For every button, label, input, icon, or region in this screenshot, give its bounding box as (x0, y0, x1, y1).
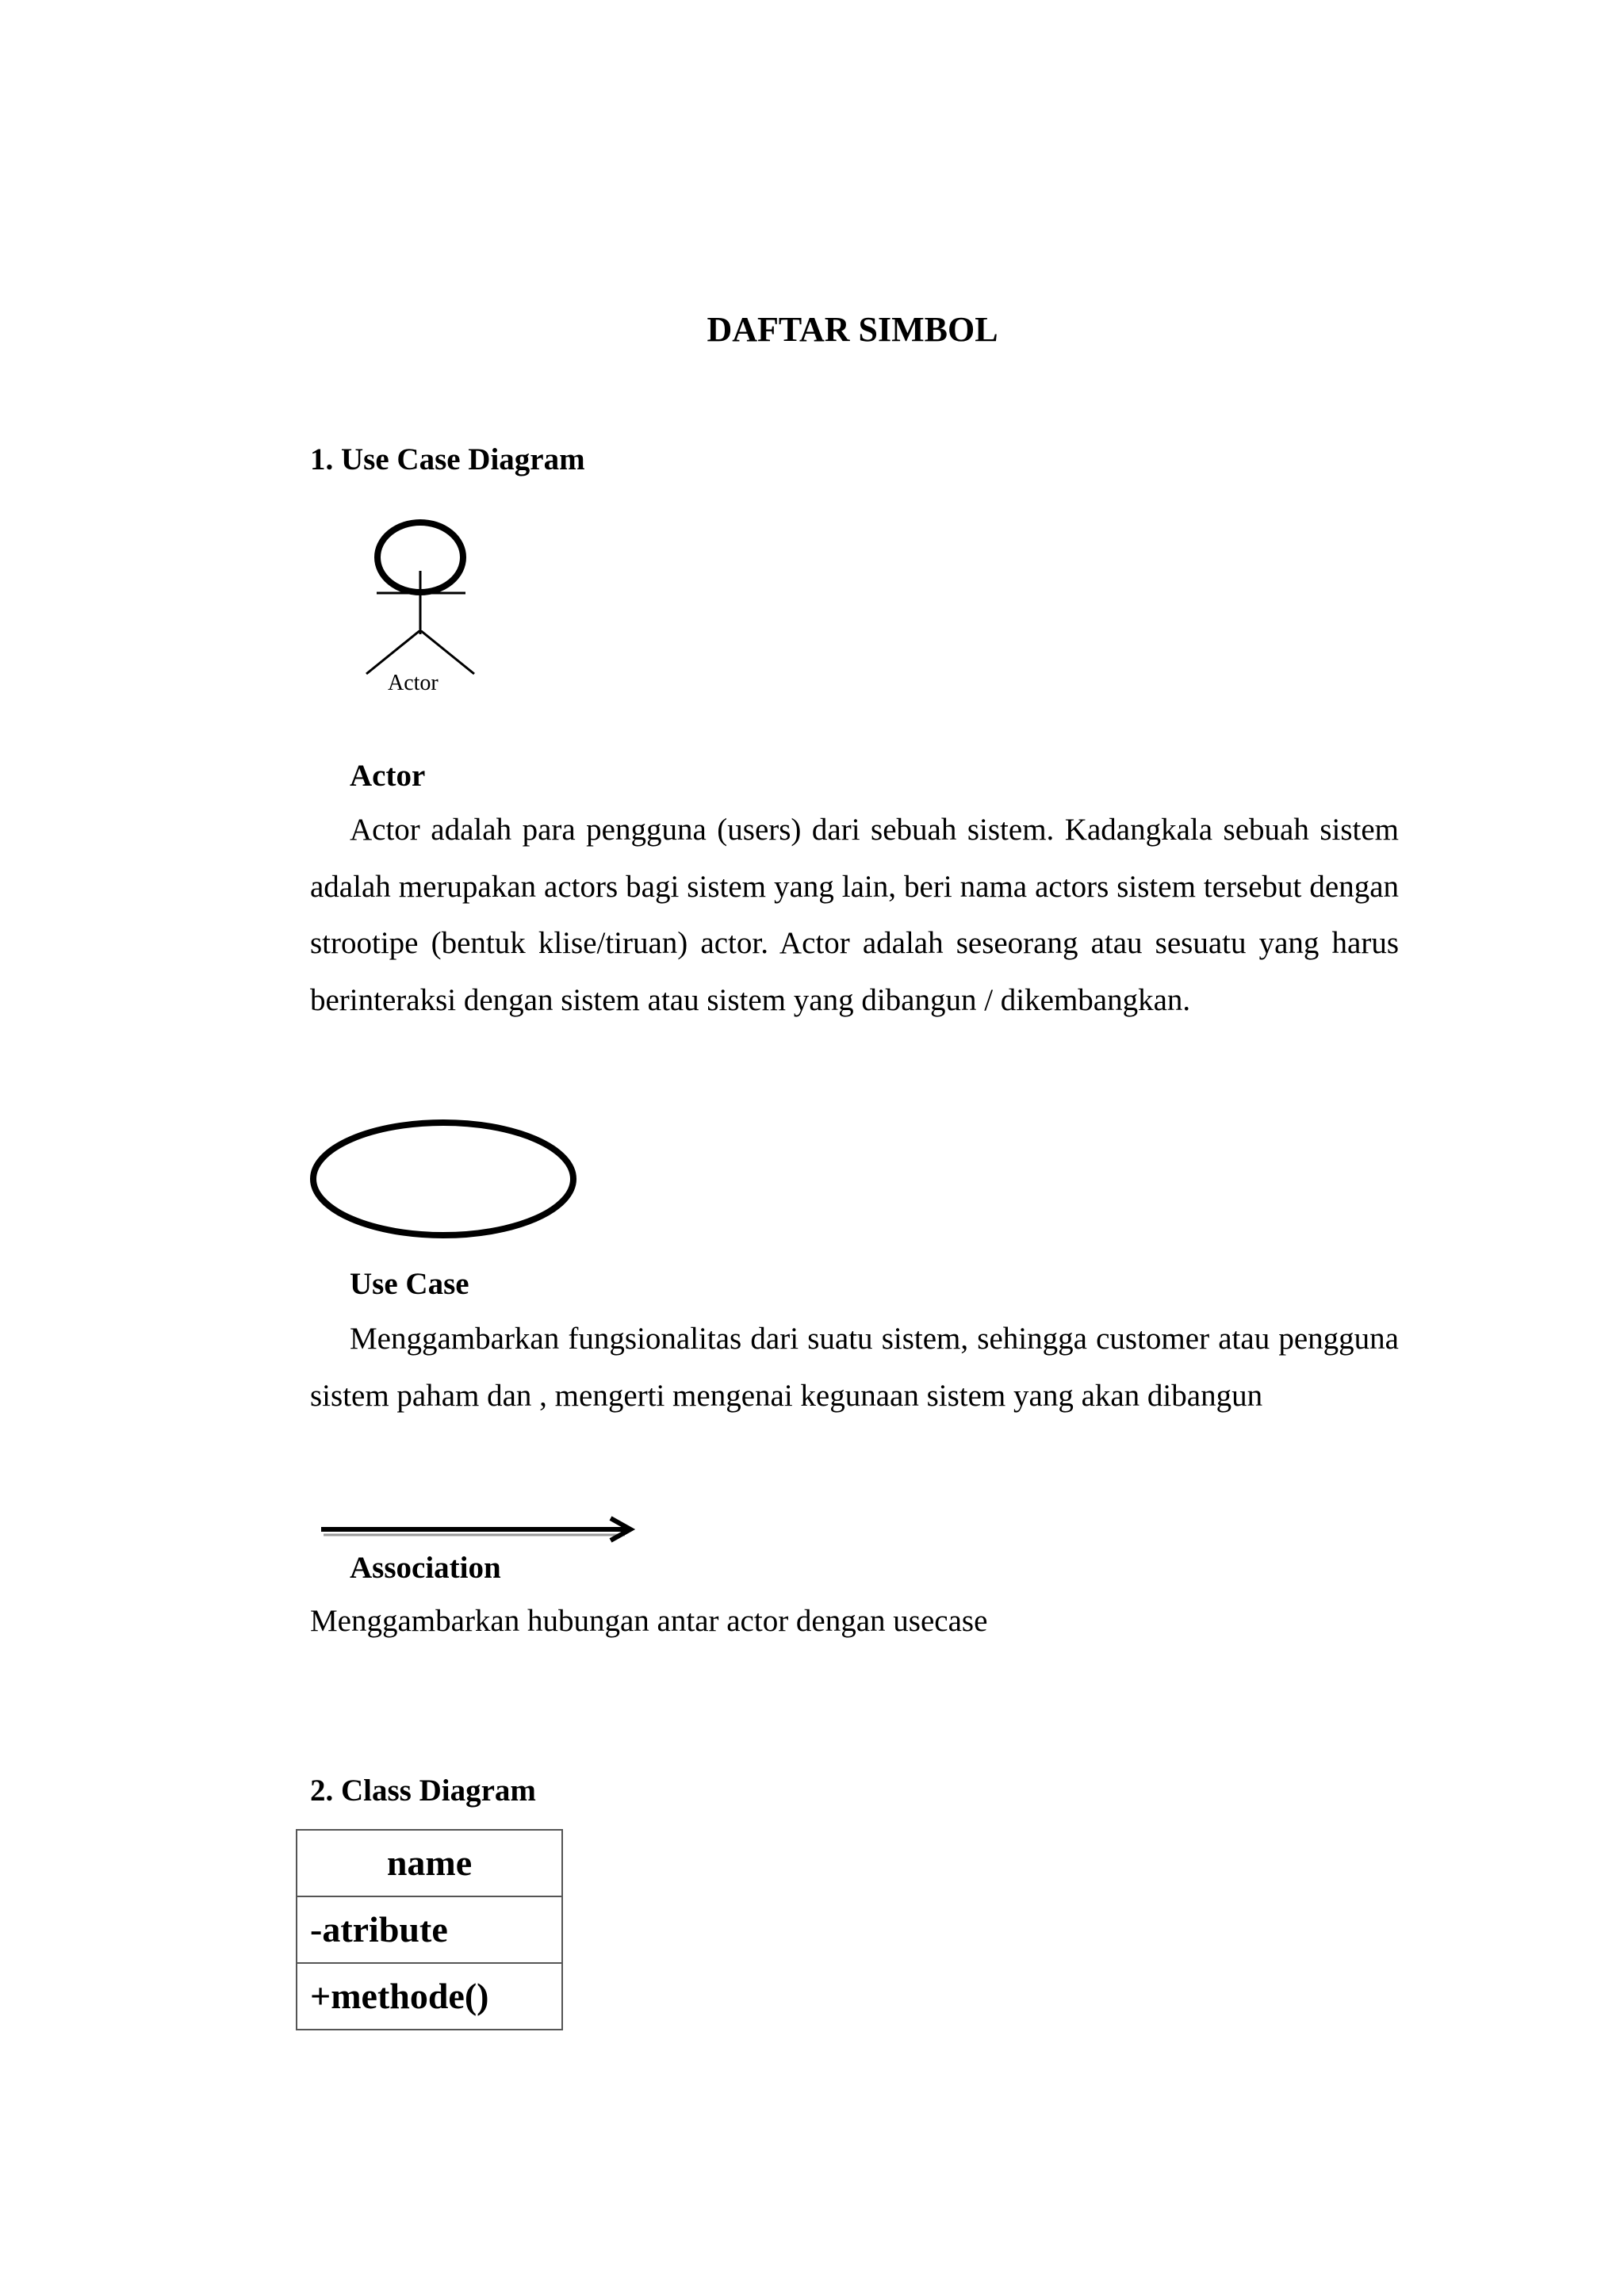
page-title: DAFTAR SIMBOL (707, 310, 998, 349)
use-case-heading: Use Case (350, 1267, 469, 1301)
actor-icon-label: Actor (388, 671, 439, 695)
actor-heading: Actor (350, 759, 426, 793)
class-box-symbol (296, 1829, 563, 2030)
actor-description: Actor adalah para pengguna (users) dari sebuah sistem. Kadangkala sebuah sistem adalah merupakan actors bagi sistem yang lain, beri nama actors sistem tersebut dengan strootipe (bentuk klise/tiruan) actor. Actor adalah seseorang atau sesuatu yang harus berinteraksi dengan sistem atau sistem yang dibangun / dikembangkan. (310, 813, 1399, 1017)
class-method-cell: +methode() (297, 1963, 562, 2030)
use-case-description: Menggambarkan fungsionalitas dari suatu sistem, sehingga customer atau pengguna sistem paham dan , mengerti mengenai kegunaan sistem yang akan dibangun (310, 1322, 1399, 1413)
association-heading: Association (350, 1551, 501, 1585)
class-name-cell: name (297, 1830, 562, 1896)
use-case-ellipse-icon (304, 1114, 583, 1245)
association-description: Menggambarkan hubungan antar actor dengan usecase (310, 1604, 988, 1638)
section-heading-class-diagram: 2. Class Diagram (310, 1774, 536, 1808)
actor-symbol-icon (349, 515, 492, 634)
section-heading-use-case-diagram: 1. Use Case Diagram (310, 442, 585, 476)
class-attribute-cell: -atribute (297, 1896, 562, 1963)
